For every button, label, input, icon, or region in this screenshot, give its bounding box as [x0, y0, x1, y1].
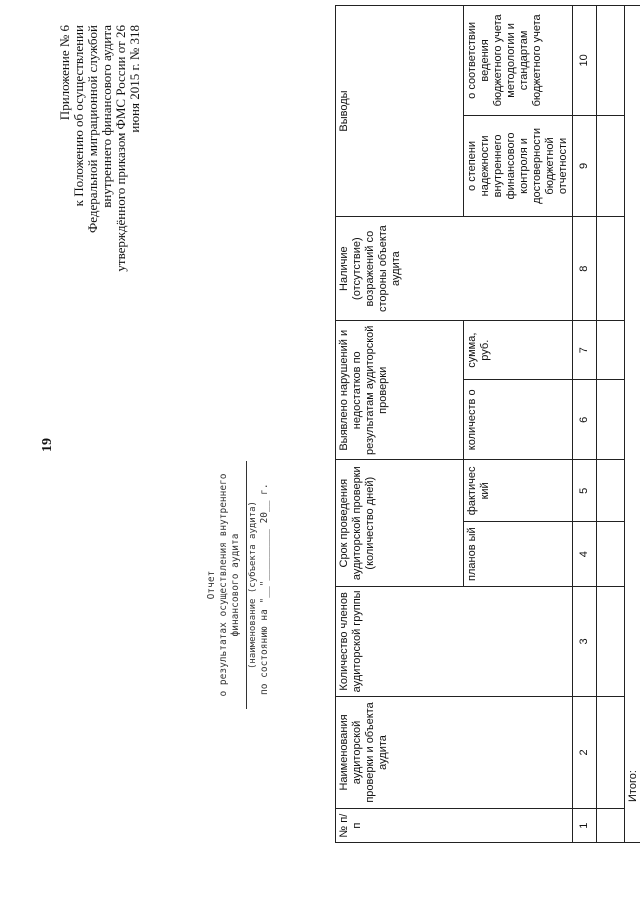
column-number: 9 [573, 115, 597, 216]
appendix-line: Федеральной миграционной службой [85, 25, 100, 234]
header-cell-term-actual: фактичес кий [464, 460, 573, 522]
column-number: 5 [573, 460, 597, 522]
header-cell-violations-sum: сумма, руб. [464, 321, 573, 380]
table-cell [597, 115, 625, 216]
total-row [625, 6, 640, 843]
appendix-line: внутреннего финансового аудита [99, 25, 114, 208]
column-number: 8 [573, 217, 597, 321]
table-cell [597, 460, 625, 522]
column-number: 2 [573, 696, 597, 809]
appendix-block [58, 25, 142, 345]
header-cell-conclusion-reliability: о степени надежности внутреннего финансового контроля и достоверности бюджетной отчетности [464, 115, 573, 216]
header-cell-audit-name: Наименования аудиторской проверки и объекта аудита [336, 696, 573, 809]
table-cell [597, 380, 625, 460]
subject-label: (наименование (субъекта аудита) [248, 501, 258, 669]
header-cell-conclusion-compliance: о соответствии ведения бюджетного учета методологии и стандартам бюджетного учета [464, 6, 573, 116]
appendix-line: к Положению об осуществлении [71, 25, 86, 207]
as-of-date-line: по состоянию на "__"_________ 20__ г. [259, 483, 270, 695]
report-header [206, 455, 271, 715]
table-cell [597, 217, 625, 321]
column-number: 6 [573, 380, 597, 460]
report-title-line2: финансового аудита [230, 533, 241, 637]
table-cell [597, 522, 625, 587]
appendix-line: июня 2015 г. № 318 [127, 25, 142, 133]
page-number: 19 [40, 438, 55, 452]
table-row [597, 6, 625, 843]
header-cell-conclusions: Выводы [336, 6, 464, 217]
audit-results-table [335, 5, 640, 843]
report-title-line1: о результатах осуществления внутреннего [218, 473, 229, 697]
column-number: 3 [573, 587, 597, 697]
appendix-line: Приложение № 6 [57, 25, 72, 121]
header-cell-violations: Выявлено нарушений и недостатков по результатам аудиторской проверки [336, 321, 464, 460]
header-cell-group-members: Количество членов аудиторской группы [336, 587, 573, 697]
total-label: Итого: [625, 6, 640, 843]
table-cell [597, 321, 625, 380]
table-cell [597, 696, 625, 809]
table-cell [597, 587, 625, 697]
header-cell-objections: Наличие (отсутствие) возражений со стороны объекта аудита [336, 217, 573, 321]
header-cell-violations-count: количеств о [464, 380, 573, 460]
header-cell-audit-term: Срок проведения аудиторской проверки (количество дней) [336, 460, 464, 587]
column-number-row [573, 6, 597, 843]
report-title: Отчет [206, 570, 217, 600]
column-number: 1 [573, 809, 597, 843]
header-cell-term-planned: планов ый [464, 522, 573, 587]
table-cell [597, 809, 625, 843]
column-number: 10 [573, 6, 597, 116]
table-cell [597, 6, 625, 116]
column-number: 4 [573, 522, 597, 587]
column-number: 7 [573, 321, 597, 380]
appendix-line: утверждённого приказом ФМС России от 26 [113, 25, 128, 272]
header-cell-number: № п/п [336, 809, 573, 843]
